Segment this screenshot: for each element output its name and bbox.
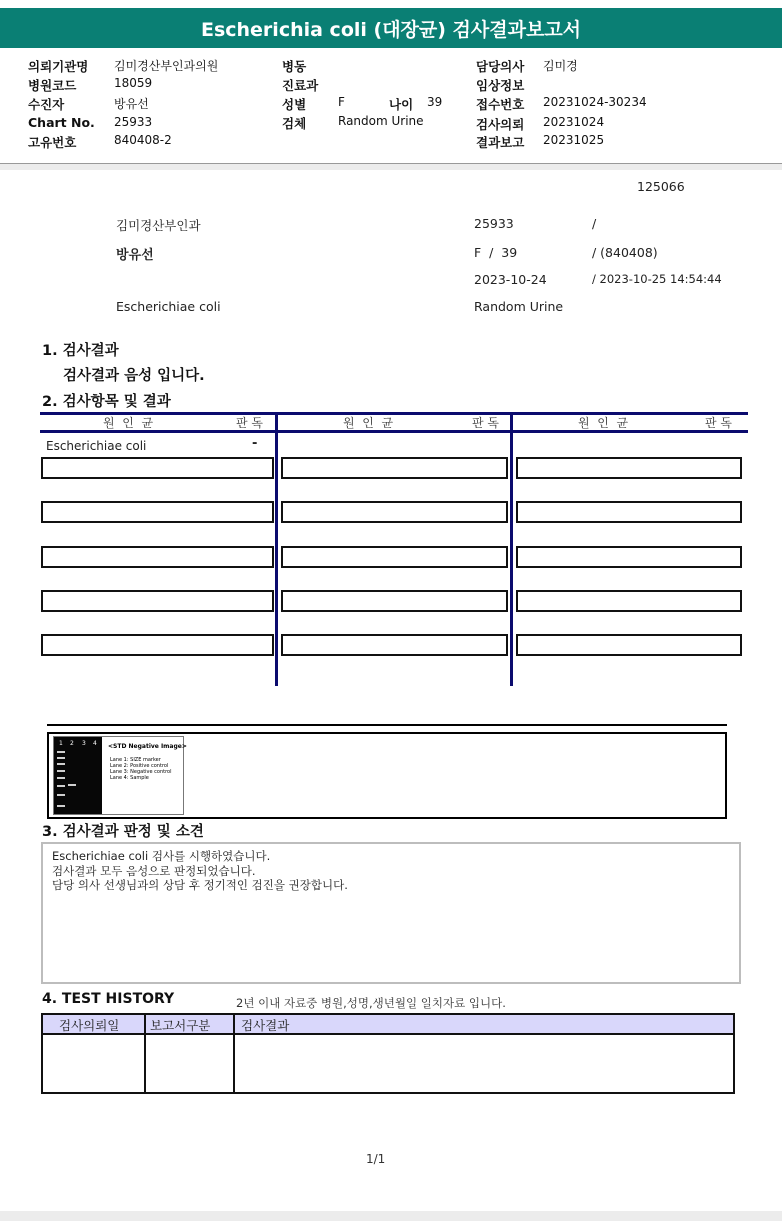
page-number: 1/1 bbox=[366, 1152, 386, 1166]
history-table bbox=[41, 1013, 735, 1094]
gel-band bbox=[57, 805, 65, 807]
gel-image bbox=[54, 737, 102, 814]
result-box bbox=[281, 457, 508, 479]
label-chart-no: Chart No. bbox=[28, 115, 95, 130]
value-specimen: Random Urine bbox=[338, 114, 424, 128]
info-clinic: 김미경산부인과 bbox=[116, 218, 201, 233]
footer-shadow bbox=[0, 1211, 782, 1221]
result-box bbox=[516, 457, 742, 479]
result-box bbox=[41, 590, 274, 612]
opinion-box bbox=[41, 842, 741, 984]
result-box bbox=[41, 501, 274, 523]
section1-title: 1. 검사결과 bbox=[42, 343, 119, 359]
label-unique-id: 고유번호 bbox=[28, 135, 77, 150]
label-specimen: 검체 bbox=[282, 116, 307, 131]
value-report-date: 20231025 bbox=[543, 133, 605, 147]
label-physician: 담당의사 bbox=[476, 59, 525, 74]
history-note: 2년 이내 자료중 병원,성명,생년월일 일치자료 입니다. bbox=[236, 996, 506, 1010]
value-hospital-code: 18059 bbox=[114, 76, 153, 90]
section4-title: 4. TEST HISTORY bbox=[42, 991, 175, 1007]
label-request-date: 검사의뢰 bbox=[476, 117, 525, 132]
col-header-judge: 판 독 bbox=[236, 416, 263, 430]
history-col-request-date: 검사의뢰일 bbox=[59, 1018, 120, 1033]
result-box bbox=[516, 546, 742, 568]
result-box bbox=[281, 546, 508, 568]
value-receipt-number: 20231024-30234 bbox=[543, 95, 647, 109]
gel-lane-label: Lane 1: SIZE marker bbox=[110, 757, 161, 763]
opinion-line: 검사결과 모두 음성으로 판정되었습니다. bbox=[52, 863, 256, 878]
result-box bbox=[41, 634, 274, 656]
section1-result: 검사결과 음성 입니다. bbox=[63, 368, 205, 384]
table-column-divider bbox=[510, 412, 513, 686]
history-column-divider bbox=[233, 1015, 235, 1092]
value-age: 39 bbox=[427, 95, 443, 109]
result-box bbox=[516, 501, 742, 523]
value-chart-no: 25933 bbox=[114, 115, 153, 129]
gel-title: <STD Negative Image> bbox=[108, 743, 187, 750]
label-department: 진료과 bbox=[282, 78, 319, 93]
value-request-date: 20231024 bbox=[543, 115, 605, 129]
table-column-divider bbox=[275, 412, 278, 686]
label-report-date: 결과보고 bbox=[476, 135, 525, 150]
label-age: 나이 bbox=[389, 97, 414, 112]
history-col-result: 검사결과 bbox=[241, 1018, 290, 1033]
label-hospital-code: 병원코드 bbox=[28, 78, 77, 93]
col-header-cause: 원 인 균 bbox=[578, 416, 629, 430]
gel-band bbox=[57, 794, 65, 796]
report-code: 125066 bbox=[637, 179, 685, 194]
gel-band bbox=[57, 777, 65, 779]
gel-lane-label: Lane 2: Positive control bbox=[110, 763, 169, 769]
label-ward: 병동 bbox=[282, 59, 307, 74]
result-box bbox=[41, 457, 274, 479]
result-box bbox=[516, 590, 742, 612]
lane-number: 3 bbox=[82, 740, 86, 747]
image-divider bbox=[47, 724, 727, 726]
result-box bbox=[281, 590, 508, 612]
label-requesting-institution: 의뢰기관명 bbox=[28, 59, 89, 74]
col-header-judge: 판 독 bbox=[705, 416, 732, 430]
label-clinical-info: 임상정보 bbox=[476, 78, 525, 93]
item-name: Escherichiae coli bbox=[46, 439, 147, 453]
result-box bbox=[281, 501, 508, 523]
gel-band bbox=[57, 763, 65, 765]
info-chart-no: 25933 bbox=[474, 216, 514, 231]
lane-number: 1 bbox=[59, 740, 63, 747]
history-col-report-type: 보고서구분 bbox=[150, 1018, 211, 1033]
info-patient-name: 방유선 bbox=[116, 248, 154, 263]
info-request-date: 2023-10-24 bbox=[474, 272, 547, 287]
info-test-name: Escherichiae coli bbox=[116, 299, 221, 314]
section2-title: 2. 검사항목 및 결과 bbox=[42, 394, 171, 410]
gel-band bbox=[57, 770, 65, 772]
lane-number: 2 bbox=[70, 740, 74, 747]
result-box bbox=[41, 546, 274, 568]
gel-band bbox=[57, 757, 65, 759]
label-receipt-number: 접수번호 bbox=[476, 97, 525, 112]
col-header-judge: 판 독 bbox=[472, 416, 499, 430]
gel-band bbox=[57, 751, 65, 753]
value-requesting-institution: 김미경산부인과의원 bbox=[114, 59, 219, 73]
lane-number: 4 bbox=[93, 740, 97, 747]
item-result: - bbox=[252, 436, 258, 451]
gel-lane-label: Lane 3: Negative control bbox=[110, 769, 172, 775]
history-table-header bbox=[43, 1015, 733, 1035]
gel-band bbox=[68, 784, 76, 786]
info-specimen: Random Urine bbox=[474, 299, 564, 314]
info-separator: / bbox=[592, 216, 597, 231]
section3-title: 3. 검사결과 판정 및 소견 bbox=[42, 824, 204, 840]
col-header-cause: 원 인 균 bbox=[343, 416, 394, 430]
result-box bbox=[281, 634, 508, 656]
label-patient: 수진자 bbox=[28, 97, 65, 112]
gel-lane-label: Lane 4: Sample bbox=[110, 775, 149, 781]
col-header-cause: 원 인 균 bbox=[103, 416, 154, 430]
value-patient: 방유선 bbox=[114, 97, 149, 111]
opinion-line: Escherichiae coli 검사를 시행하였습니다. bbox=[52, 849, 271, 863]
value-sex: F bbox=[338, 95, 345, 109]
info-sex-age: F / 39 bbox=[474, 245, 518, 260]
opinion-line: 담당 의사 선생님과의 상담 후 정기적인 검진을 권장합니다. bbox=[52, 878, 348, 892]
header-shadow bbox=[0, 164, 782, 170]
value-physician: 김미경 bbox=[543, 59, 578, 73]
history-column-divider bbox=[144, 1015, 146, 1092]
report-title: Escherichia coli (대장균) 검사결과보고서 bbox=[0, 8, 782, 48]
info-report-datetime: / 2023-10-25 14:54:44 bbox=[592, 272, 722, 286]
result-box bbox=[516, 634, 742, 656]
value-unique-id: 840408-2 bbox=[114, 133, 172, 147]
gel-band bbox=[57, 785, 65, 787]
label-sex: 성별 bbox=[282, 97, 307, 112]
info-birth: / (840408) bbox=[592, 245, 658, 260]
